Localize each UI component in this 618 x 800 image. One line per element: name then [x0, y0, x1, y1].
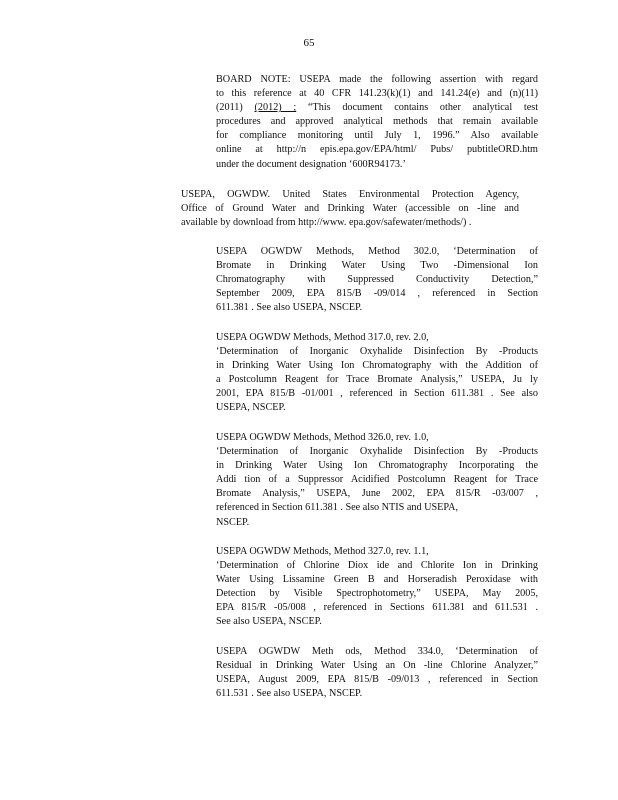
method-entry-326 [216, 431, 538, 530]
entry-line: Water Using Lissamine Green B and Horseradish Peroxidase with [216, 574, 538, 586]
reference-line: Office of Ground Water and Drinking Water (accessible on -line and [181, 203, 519, 215]
entry-line: USEPA, August 2009, EPA 815/B -09/013 , referenced in Section [216, 674, 538, 686]
entry-line: ‘Determination of Chlorine Diox ide and Chlorite Ion in Drinking [216, 560, 538, 572]
board-note-line: to this reference at 40 CFR 141.23(k)(1) and 141.24(e) and (n)(11) [216, 88, 538, 100]
entry-line: referenced in Section 611.381 . See also NTIS and USEPA, [216, 502, 459, 514]
entry-line: 611.531 . See also USEPA, NSCEP. [216, 688, 363, 700]
page-number: 65 [303, 37, 315, 49]
entry-line: in Drinking Water Using Ion Chromatography Incorporating the [216, 460, 538, 472]
entry-line: Bromate Analysis,” USEPA, June 2002, EPA 815/R -03/007 , [216, 488, 538, 500]
method-entry-317 [216, 331, 538, 416]
reference-line: available by download from http://www. epa.gov/safewater/methods/) . [181, 217, 472, 229]
board-note-line: online at http://n epis.epa.gov/EPA/html/ Pubs/ pubtitleORD.htm [216, 144, 538, 156]
entry-line: USEPA OGWDW Methods, Method 317.0, rev. 2.0, [216, 332, 429, 343]
entry-line: September 2009, EPA 815/B -09/014 , referenced in Section [216, 288, 538, 300]
entry-line: Bromate in Drinking Water Using Two -Dimensional Ion [216, 260, 538, 272]
entry-line: USEPA OGWDW Meth ods, Method 334.0, ‘Determination of [216, 646, 538, 657]
entry-line: Addi tion of a Suppressor Acidified Postcolumn Reagent for Trace [216, 474, 538, 486]
method-entry-302 [216, 245, 538, 315]
board-note-line: BOARD NOTE: USEPA made the following assertion with regard [216, 74, 538, 85]
method-entry-334 [216, 645, 538, 701]
reference-line: USEPA, OGWDW. United States Environmental Protection Agency, [181, 189, 519, 200]
reference-entry-usepa-ogwdw [181, 188, 519, 230]
entry-line: USEPA, NSCEP. [216, 402, 286, 414]
entry-line: EPA 815/R -05/008 , referenced in Sections 611.381 and 611.531 . [216, 602, 538, 614]
entry-line: ‘Determination of Inorganic Oxyhalide Disinfection By -Products [216, 346, 538, 358]
method-entry-327 [216, 545, 538, 630]
entry-line: 2001, EPA 815/B -01/001 , referenced in Section 611.381 . See also [216, 388, 538, 400]
entry-line: 611.381 . See also USEPA, NSCEP. [216, 302, 363, 314]
entry-line: in Drinking Water Using Ion Chromatography with the Addition of [216, 360, 538, 372]
entry-line: USEPA OGWDW Methods, Method 326.0, rev. 1.0, [216, 432, 429, 443]
entry-line: NSCEP. [216, 516, 250, 528]
entry-line: USEPA OGWDW Methods, Method 302.0, ‘Determination of [216, 246, 538, 257]
entry-line: See also USEPA, NSCEP. [216, 616, 322, 628]
year-2011: (2011) [216, 102, 243, 114]
board-note-line: for compliance monitoring until July 1, 1996.” Also available [216, 130, 538, 142]
quote-start: “This document contains other analytical test [307, 102, 539, 114]
entry-line: USEPA OGWDW Methods, Method 327.0, rev. 1.1, [216, 546, 429, 557]
entry-line: a Postcolumn Reagent for Trace Bromate Analysis,” USEPA, Ju ly [216, 374, 538, 386]
entry-line: Chromatography with Suppressed Conductivity Detection,” [216, 274, 538, 286]
board-note-line: under the document designation ‘600R94173.’ [216, 158, 406, 170]
entry-line: ‘Determination of Inorganic Oxyhalide Disinfection By -Products [216, 446, 538, 458]
entry-line: Detection by Visible Spectrophotometry,” USEPA, May 2005, [216, 588, 538, 600]
board-note-line [216, 101, 538, 115]
board-note-line: procedures and approved analytical methods that remain available [216, 116, 538, 128]
year-2012-inserted: (2012) ; [254, 102, 297, 114]
entry-line: Residual in Drinking Water Using an On -line Chlorine Analyzer,” [216, 660, 538, 672]
board-note [216, 73, 538, 172]
